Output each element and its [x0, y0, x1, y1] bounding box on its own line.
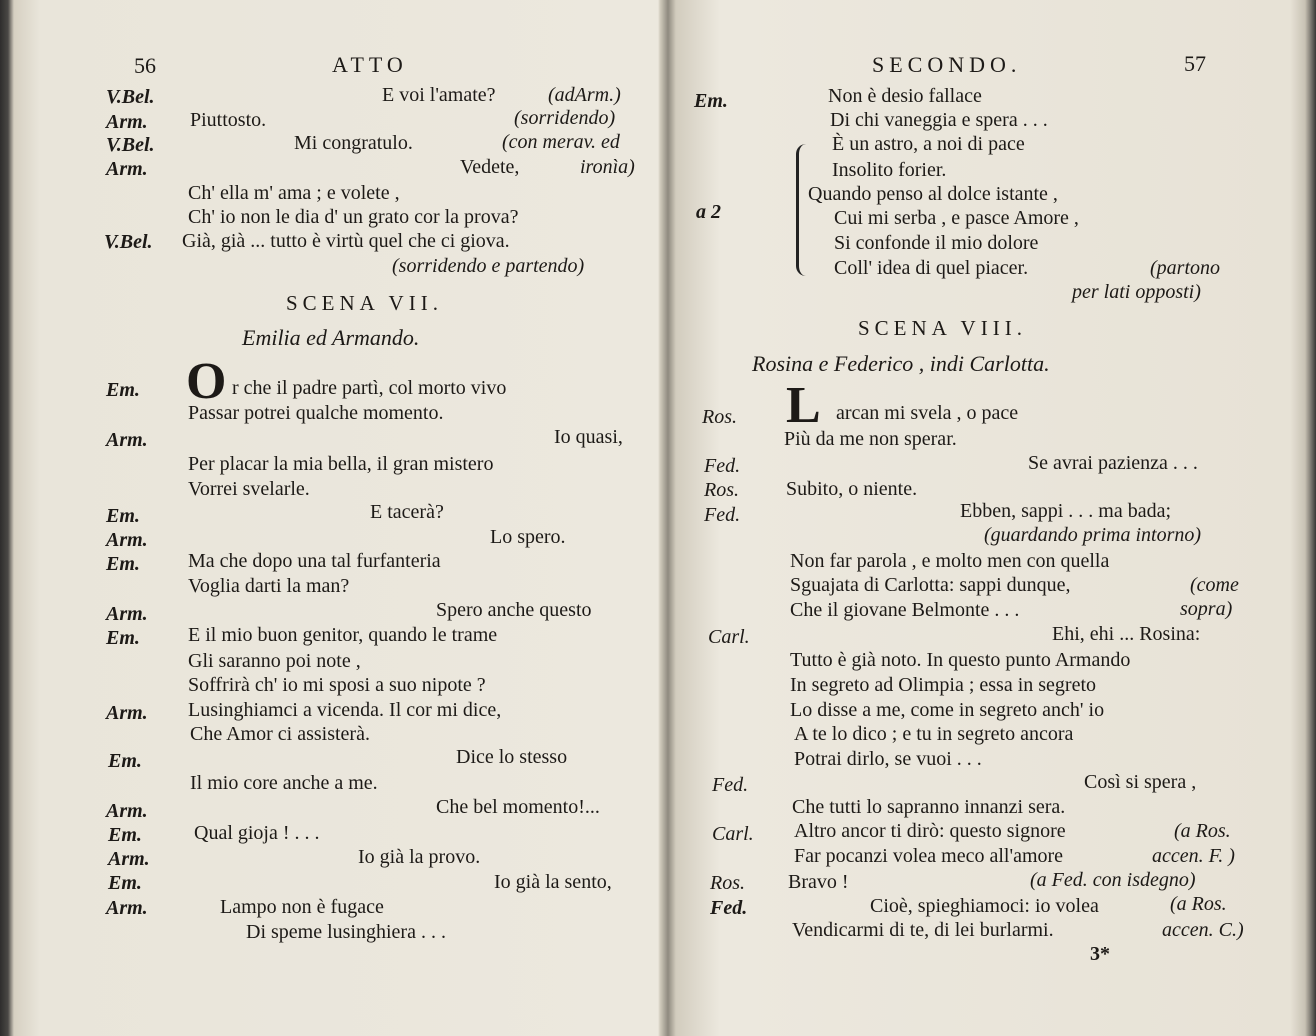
speaker: a 2: [696, 201, 721, 223]
speaker: Arm.: [106, 897, 148, 919]
speaker: V.Bel.: [106, 134, 155, 156]
line-text: Ma che dopo una tal furfanteria: [188, 550, 441, 572]
line-text: Il mio core anche a me.: [190, 772, 378, 794]
line-text: Già, già ... tutto è virtù quel che ci giova.: [182, 230, 510, 252]
speaker: Arm.: [106, 111, 148, 133]
speaker: Arm.: [108, 848, 150, 870]
line-text: Non far parola , e molto men con quella: [790, 550, 1110, 572]
speaker: Carl.: [708, 626, 750, 648]
stage-direction: (adArm.): [548, 84, 621, 106]
running-head: ATTO: [332, 52, 408, 77]
line-text: Vendicarmi di te, di lei burlarmi.: [792, 919, 1054, 941]
stage-direction: (sorridendo e partendo): [392, 255, 585, 277]
line-text: In segreto ad Olimpia ; essa in segreto: [790, 674, 1097, 696]
running-head: SECONDO.: [872, 52, 1022, 77]
line-text: Più da me non sperar.: [784, 428, 957, 450]
stage-direction: (a Fed. con isdegno): [1030, 869, 1196, 891]
line-text: Cioè, spieghiamoci: io volea: [870, 895, 1099, 917]
line-text: Qual gioja ! . . .: [194, 822, 320, 844]
speaker: Em.: [108, 824, 142, 846]
stage-direction: (sorridendo): [514, 107, 616, 129]
line-text: Voglia darti la man?: [188, 575, 350, 597]
line-text: Ch' io non le dia d' un grato cor la prova?: [188, 206, 519, 228]
line-text: Ehi, ehi ... Rosina:: [1052, 623, 1201, 645]
line-text: E voi l'amate?: [382, 84, 496, 106]
speaker: Arm.: [106, 603, 148, 625]
right-page: [676, 0, 1296, 1036]
line-text: Che bel momento!...: [436, 796, 600, 818]
stage-direction: sopra): [1180, 598, 1233, 620]
page-number: 56: [134, 53, 156, 78]
scene-title: SCENA VIII.: [858, 316, 1027, 340]
speaker: Em.: [106, 379, 140, 401]
line-text: Che il giovane Belmonte . . .: [790, 599, 1020, 621]
line-text: Di speme lusinghiera . . .: [246, 921, 446, 943]
scene-title: SCENA VII.: [286, 291, 443, 315]
line-text: Cui mi serba , e pasce Amore ,: [834, 207, 1079, 229]
speaker: Arm.: [106, 429, 148, 451]
speaker: Ros.: [710, 872, 745, 894]
line-text: Soffrirà ch' io mi sposi a suo nipote ?: [188, 674, 486, 696]
speaker: Em.: [108, 750, 142, 772]
line-text: Io quasi,: [554, 426, 623, 448]
line-text: Lampo non è fugace: [220, 896, 384, 918]
line-text: Lusinghiamci a vicenda. Il cor mi dice,: [188, 699, 502, 721]
scene-characters: Rosina e Federico , indi Carlotta.: [752, 351, 1050, 376]
scene-characters: Emilia ed Armando.: [242, 325, 420, 350]
speaker: V.Bel.: [106, 86, 155, 108]
signature-mark: 3*: [1090, 943, 1110, 965]
line-text: Lo disse a me, come in segreto anch' io: [790, 699, 1105, 721]
speaker: V.Bel.: [104, 231, 153, 253]
line-text: Di chi vaneggia e spera . . .: [830, 109, 1048, 131]
drop-cap: L: [786, 377, 821, 434]
line-text: Piuttosto.: [190, 109, 267, 131]
line-text: Che tutti lo sapranno innanzi sera.: [792, 796, 1066, 818]
line-text: Passar potrei qualche momento.: [188, 402, 444, 424]
stage-direction: (come: [1190, 574, 1239, 596]
stage-direction: (a Ros.: [1170, 893, 1227, 915]
line-text: Che Amor ci assisterà.: [190, 723, 370, 745]
line-text: Lo spero.: [490, 526, 566, 548]
drop-cap: O: [186, 353, 227, 410]
line-text: Io già la sento,: [494, 871, 612, 893]
page-number: 57: [1184, 51, 1206, 76]
line-text: Potrai dirlo, se vuoi . . .: [794, 748, 982, 770]
line-text: Subito, o niente.: [786, 478, 918, 500]
line-text: arcan mi svela , o pace: [836, 402, 1019, 424]
speaker: Ros.: [704, 479, 739, 501]
line-text: E il mio buon genitor, quando le trame: [188, 624, 498, 646]
line-text: Ebben, sappi . . . ma bada;: [960, 500, 1172, 522]
speaker: Arm.: [106, 702, 148, 724]
line-text: Coll' idea di quel piacer.: [834, 257, 1029, 279]
stage-direction: (guardando prima intorno): [984, 524, 1202, 546]
speaker: Em.: [108, 872, 142, 894]
stage-direction: (partono: [1150, 257, 1220, 279]
speaker: Fed.: [704, 504, 741, 526]
stage-direction: accen. C.): [1162, 919, 1244, 941]
line-text: Insolito forier.: [832, 159, 947, 181]
stage-direction: (con merav. ed: [502, 131, 620, 153]
line-text: Spero anche questo: [436, 599, 592, 621]
line-text: Mi congratulo.: [294, 132, 413, 154]
line-text: Gli saranno poi note ,: [188, 650, 361, 672]
speaker: Em.: [106, 627, 140, 649]
bracket-mark: [796, 144, 809, 276]
stage-direction: (a Ros.: [1174, 820, 1231, 842]
speaker: Arm.: [106, 800, 148, 822]
line-text: Bravo !: [788, 871, 849, 893]
line-text: Tutto è già noto. In questo punto Armando: [790, 649, 1131, 671]
speaker: Arm.: [106, 529, 148, 551]
line-text: Dice lo stesso: [456, 746, 568, 768]
speaker: Fed.: [710, 897, 748, 919]
line-text: A te lo dico ; e tu in segreto ancora: [794, 723, 1074, 745]
line-text: Se avrai pazienza . . .: [1028, 452, 1198, 474]
line-text: Quando penso al dolce istante ,: [808, 183, 1058, 205]
line-text: Per placar la mia bella, il gran mistero: [188, 453, 494, 475]
speaker: Em.: [106, 553, 140, 575]
speaker: Em.: [694, 90, 728, 112]
line-text: Sguajata di Carlotta: sappi dunque,: [790, 574, 1071, 596]
line-text: Si confonde il mio dolore: [834, 232, 1039, 254]
line-text: Vedete,: [460, 156, 520, 178]
line-text: Non è desio fallace: [828, 85, 982, 107]
line-text: Io già la provo.: [358, 846, 481, 868]
line-text: Vorrei svelarle.: [188, 478, 310, 500]
line-text: Così si spera ,: [1084, 771, 1197, 793]
line-text: È un astro, a noi di pace: [832, 133, 1025, 155]
line-text: Ch' ella m' ama ; e volete ,: [188, 182, 400, 204]
stage-direction: accen. F. ): [1152, 845, 1235, 867]
line-text: r che il padre partì, col morto vivo: [232, 377, 507, 399]
speaker: Carl.: [712, 823, 754, 845]
stage-direction: ironìa): [580, 156, 635, 178]
left-page: [20, 0, 660, 1036]
line-text: Altro ancor ti dirò: questo signore: [794, 820, 1066, 842]
speaker: Arm.: [106, 158, 148, 180]
speaker: Fed.: [712, 774, 749, 796]
speaker: Fed.: [704, 455, 741, 477]
speaker: Em.: [106, 505, 140, 527]
line-text: E tacerà?: [370, 501, 444, 523]
speaker: Ros.: [702, 406, 737, 428]
line-text: Far pocanzi volea meco all'amore: [794, 845, 1064, 867]
stage-direction: per lati opposti): [1072, 281, 1201, 303]
